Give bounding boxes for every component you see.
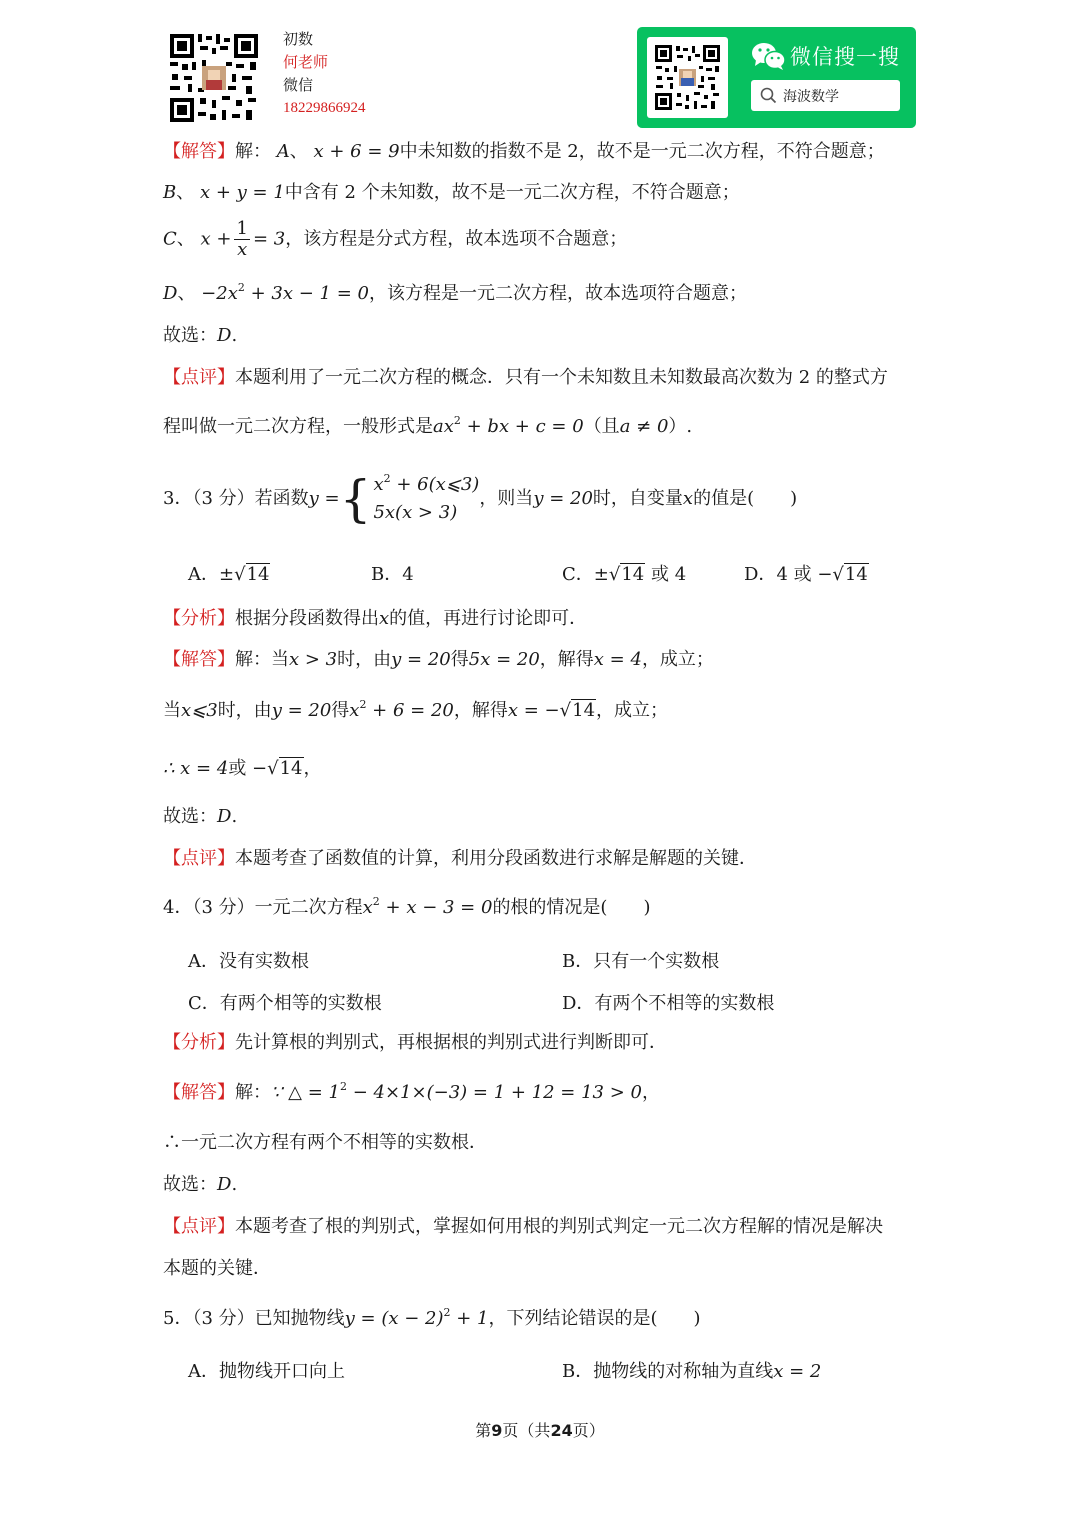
q4-answer-line-1 [163,1081,660,1107]
analysis-tag: 【分析】 [163,1032,235,1053]
question-text: 一元二次方程 [254,897,363,918]
footer-text: 第 [475,1421,492,1440]
comment-tag: 【点评】 [163,1216,235,1237]
answer-text: ，成立； [596,700,669,721]
comment-tag: 【点评】 [163,367,235,388]
contact-info [283,28,366,120]
equation: + 1 [450,1308,489,1329]
q2-comment-line-1 [163,366,888,390]
equation: ∵ △ = 1 [271,1082,340,1103]
q4-answer-line-2 [163,1131,487,1155]
equation: x + y = 1 [199,182,285,203]
answer-text: ， [642,1082,660,1103]
contact-phone: 18229866924 [283,100,366,116]
answer-text: 中含有 2 个未知数，故不是一元二次方程，不符合题意； [284,182,740,203]
equation: y = 20 [271,700,332,721]
contact-line-3: 微信 [283,76,314,94]
radicand: 14 [844,564,868,585]
comment-text: ）. [668,416,693,437]
equation: x [349,700,360,721]
q3-analysis [163,607,587,631]
option-text: ± [219,564,235,585]
question-text: ，则当 [479,488,534,509]
wechat-logo-icon [751,41,787,71]
question-text: 已知抛物线 [254,1308,345,1329]
q4-choice [163,1173,237,1197]
equation: x = − [507,700,560,721]
answer-text: 解： [235,1082,271,1103]
answer-text: 时，由 [217,700,272,721]
choice-lead: 故选： [163,1174,217,1195]
total-pages: 24 [550,1421,573,1440]
equation: + bx + c = 0 [460,416,584,437]
equation: x > 3 [289,649,338,670]
contact-line-2: 何老师 [283,53,329,71]
comment-text: 本题的关键． [163,1258,271,1279]
search-query: 海波数学 [783,89,839,105]
equation: y = (x − 2) [344,1308,444,1329]
q3-comment [163,847,757,871]
radicand: 14 [246,564,270,585]
q2-answer-c [163,219,627,260]
wechat-search-input[interactable] [751,80,900,111]
separator: 、 [289,141,308,162]
option-label: D． [744,564,777,585]
equation: ∴ x = 4 [163,758,229,779]
case-1 [373,472,479,500]
q5-option-b [562,1357,821,1383]
q5-option-a [188,1357,345,1383]
equation: + x − 3 = 0 [379,897,493,918]
q5-stem [163,1307,701,1333]
case-2: 5x(x > 3) [373,502,458,523]
q4-comment-line-2 [163,1257,271,1281]
option-label: B． [562,951,594,972]
separator: 、 [176,182,195,203]
equation: + 6 = 20 [366,700,454,721]
analysis-text: 先计算根的判别式，再根据根的判别式进行判断即可． [235,1032,667,1053]
question-number: 3． [163,488,193,509]
option-text: 只有一个实数根 [593,951,720,972]
equation: x = 2 [773,1361,822,1382]
wechat-search-title: 微信搜一搜 [790,45,900,69]
equation: x⩽3 [181,700,218,721]
footer-text: 页） [572,1421,605,1440]
answer-text: 中未知数的指数不是 2，故不是一元二次方程，不符合题意； [399,141,885,162]
equation: + 6(x⩽3) [390,474,480,495]
exponent: 2 [372,895,380,908]
question-score: （3 分） [192,897,255,918]
answer-tag: 【解答】 [163,1082,235,1103]
option-label: A． [188,951,219,972]
analysis-text: 根据分段函数得出 [235,608,379,629]
answer-text: 解：当 [235,649,289,670]
radicand: 14 [621,564,645,585]
equation: −2x [201,283,238,304]
option-label: B． [371,564,403,585]
radicand: 14 [572,700,596,721]
equation: ax [433,416,454,437]
answer-text: ，解得 [453,700,508,721]
answer-text: 当 [163,700,181,721]
equation: x + 6 = 9 [313,141,400,162]
answer-text: 得 [450,649,469,670]
q3-option-d: D．4 或 −√14 [744,564,868,585]
equation: y = 20 [533,488,593,509]
answer-text: ，该方程是一元二次方程，故本选项符合题意； [368,283,747,304]
separator: 、 [176,228,195,250]
equation: x [362,897,373,918]
answer-tag: 【解答】 [163,649,235,670]
q4-comment-line-1 [163,1215,883,1239]
question-number: 5． [163,1308,193,1329]
option-label: A． [188,1361,219,1382]
choice-end: . [231,325,238,346]
option-text: 有两个不相等的实数根 [594,993,775,1014]
option-label: C． [562,564,594,585]
option-label: C [163,228,177,250]
answer-lead: 解： [235,141,271,162]
q3-option-c: C．±√14 或 4 [562,564,687,585]
choice-value: D [217,1174,232,1195]
variable: x [682,488,694,509]
answer-text: 得 [331,700,350,721]
question-number: 4． [163,897,193,918]
radicand: 14 [279,758,303,779]
page-footer [0,1418,1080,1441]
page-header [0,0,1080,135]
exponent: 2 [453,414,461,427]
question-text: ，下列结论错误的是( ) [488,1308,701,1329]
piecewise-cases [373,472,479,526]
q2-choice [163,324,237,348]
analysis-tag: 【分析】 [163,608,235,629]
q3-option-b [371,560,414,586]
q4-option-d [562,989,774,1015]
exponent: 2 [443,1306,451,1319]
q3-answer-line-1 [163,648,714,672]
exponent: 2 [359,698,367,711]
answer-text: 时，由 [337,649,392,670]
wechat-search-banner[interactable] [637,27,916,128]
comment-text: 程叫做一元二次方程，一般形式是 [163,416,433,437]
option-text: ± [593,564,609,585]
equation: − 4×1×(−3) = 1 + 12 = 13 > 0 [347,1082,642,1103]
option-text: 没有实数根 [219,951,309,972]
equation: x = 4 [593,649,642,670]
fraction [234,219,249,260]
question-text: 时，自变量 [592,488,683,509]
q2-answer-a [163,140,885,164]
option-text: 抛物线开口向上 [219,1361,345,1382]
exponent: 2 [237,281,245,294]
option-text: 有两个相等的实数根 [219,993,382,1014]
equation: x [373,474,384,495]
q4-stem [163,896,650,922]
question-score: （3 分） [192,1308,255,1329]
q3-option-a: A．±√14 [188,564,270,585]
answer-tag: 【解答】 [163,141,235,162]
option-text: 4 [402,564,414,585]
q3-choice [163,805,237,829]
answer-text: ，解得 [539,649,594,670]
variable: x [379,608,390,629]
q4-option-c [188,989,382,1015]
exponent: 2 [340,1080,347,1093]
denominator: x [237,239,248,260]
option-label: B． [562,1361,594,1382]
question-text: 的根的情况是( ) [492,897,651,918]
choice-lead: 故选： [163,806,217,827]
choice-end: . [231,1174,238,1195]
option-text: 4 或 − [776,564,833,585]
option-label: B [163,182,177,203]
option-label: D [163,283,178,304]
q3-stem [163,472,797,526]
option-label: D． [562,993,595,1014]
equation: y = 20 [391,649,451,670]
banner-qr [647,37,728,118]
answer-text: ∴一元二次方程有两个不相等的实数根． [163,1132,487,1153]
q4-option-a [188,947,309,973]
q4-analysis [163,1031,667,1055]
option-text: 抛物线的对称轴为直线 [593,1361,774,1382]
q2-comment-line-2 [163,415,692,441]
question-text: 的值是( ) [693,488,798,509]
brace: { [339,470,372,528]
q4-option-b [562,947,719,973]
option-text: 或 4 [651,564,687,585]
numerator: 1 [236,218,248,239]
choice-value: D [217,806,232,827]
qr-code-icon [655,45,720,110]
comment-text: 本题利用了一元二次方程的概念．只有一个未知数且未知数最高次数为 2 的整式方 [235,367,888,388]
answer-text: ， [303,758,322,779]
q2-answer-b [163,181,740,205]
question-score: （3 分） [192,488,255,509]
option-label: C． [188,993,220,1014]
q3-answer-line-3: ∴ x = 4或 −√14， [163,758,322,779]
equation: a ≠ 0 [619,416,669,437]
question-text: 若函数 [254,488,309,509]
option-label: A． [188,564,219,585]
magnifier-icon [760,87,777,104]
q3-answer-line-2: 当x⩽3时，由y = 20得$x^2 + 6 = 20$，解得x = −√14，成立； [163,698,669,721]
contact-line-1: 初数 [283,30,314,48]
qr-code-icon [168,32,260,124]
answer-text: ，该方程是分式方程，故本选项不合题意； [285,228,628,250]
equation: y = [308,488,340,509]
answer-text: 或 − [228,758,268,779]
comment-text: 本题考查了函数值的计算，利用分段函数进行求解是解题的关键． [235,848,757,869]
equation: 5x = 20 [468,649,540,670]
exponent: 2 [383,472,391,485]
comment-text: （且 [583,416,620,437]
choice-lead: 故选： [163,325,217,346]
answer-text: ，成立； [641,649,714,670]
comment-text: 本题考查了根的判别式，掌握如何用根的判别式判定一元二次方程解的情况是解决 [235,1216,883,1237]
page-number: 9 [491,1421,503,1440]
footer-text: 页（共 [502,1421,551,1440]
choice-end: . [231,806,238,827]
q2-answer-d [163,282,747,308]
equation: = 3 [252,228,286,250]
analysis-text: 的值，再进行讨论即可． [389,608,588,629]
choice-value: D [217,325,232,346]
equation: + 3x − 1 = 0 [244,283,369,304]
separator: 、 [177,283,196,304]
comment-tag: 【点评】 [163,848,235,869]
option-label: A [276,141,290,162]
equation: x + [200,228,232,250]
